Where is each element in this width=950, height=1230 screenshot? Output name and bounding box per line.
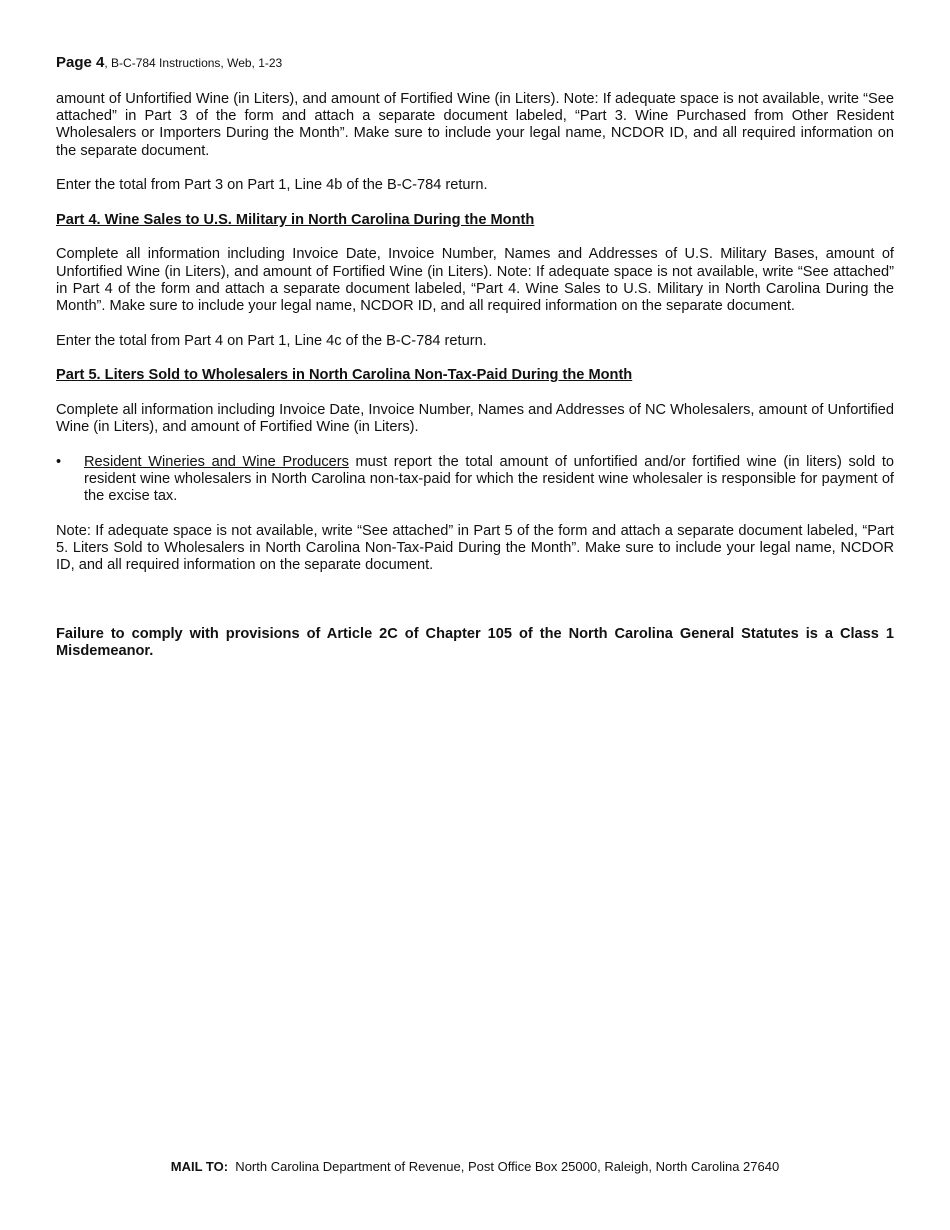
part4-body: Complete all information including Invoice Date, Invoice Number, Names and Addresses of U.S. Military Bases, amount of Unfortified Wine (in Liters), and amount of Fortified Wine (in Liters). Note: If adequate space is not available, write “See attached” in Part 4 of the form and attach a separate document labeled, “Part 4. Wine Sales to U.S. Military in North Carolina During the Month”. Make sure to include your legal name, NCDOR ID, and all required information on the separate document. bbox=[56, 246, 894, 314]
part3-total-note: Enter the total from Part 3 on Part 1, Line 4b of the B-C-784 return. bbox=[56, 177, 488, 194]
mailing-address: North Carolina Department of Revenue, Post Office Box 25000, Raleigh, North Carolina 27640 bbox=[228, 1159, 780, 1174]
part5-heading: Part 5. Liters Sold to Wholesalers in North Carolina Non-Tax-Paid During the Month bbox=[56, 367, 633, 384]
bullet-marker: • bbox=[56, 453, 62, 470]
mailing-footer bbox=[0, 1159, 950, 1174]
part5-bullet-item bbox=[56, 454, 894, 506]
bullet-text bbox=[84, 454, 894, 506]
penalty-warning: Failure to comply with provisions of Article 2C of Chapter 105 of the North Carolina General Statutes is a Class 1 Misdemeanor. bbox=[56, 626, 894, 660]
page-number: Page 4 bbox=[56, 54, 105, 71]
form-identifier: , B-C-784 Instructions, Web, 1-23 bbox=[104, 56, 283, 70]
part4-heading: Part 4. Wine Sales to U.S. Military in North Carolina During the Month bbox=[56, 211, 535, 228]
part5-body: Complete all information including Invoice Date, Invoice Number, Names and Addresses of NC Wholesalers, amount of Unfortified Wine (in Liters), and amount of Fortified Wine (in Liters). bbox=[56, 401, 894, 435]
part3-continuation: amount of Unfortified Wine (in Liters), and amount of Fortified Wine (in Liters). Note: If adequate space is not available, write “See attached” in Part 3 of the form and attach a separate document labeled, “Part 3. Wine Purchased from Other Resident Wholesalers or Importers During the Month”. Make sure to include your legal name, NCDOR ID, and all required information on the separate document. bbox=[56, 91, 894, 159]
mail-to-label: MAIL TO: bbox=[170, 1159, 229, 1174]
instructions-body bbox=[56, 91, 894, 661]
part4-total-note: Enter the total from Part 4 on Part 1, Line 4c of the B-C-784 return. bbox=[56, 332, 487, 349]
bullet-lead-term: Resident Wineries and Wine Producers bbox=[84, 453, 349, 470]
page-header bbox=[56, 54, 282, 71]
bullet-rest: must report the total amount of unfortified and/or fortified wine (in liters) sold to resident wine wholesalers in North Carolina non-tax-paid for which the resident wine wholesaler is responsible for payment of the excise tax. bbox=[84, 453, 894, 504]
part5-note: Note: If adequate space is not available, write “See attached” in Part 5 of the form and attach a separate document labeled, “Part 5. Liters Sold to Wholesalers in North Carolina Non-Tax-Paid During the Month”. Make sure to include your legal name, NCDOR ID, and all required information on the separate document. bbox=[56, 522, 894, 573]
